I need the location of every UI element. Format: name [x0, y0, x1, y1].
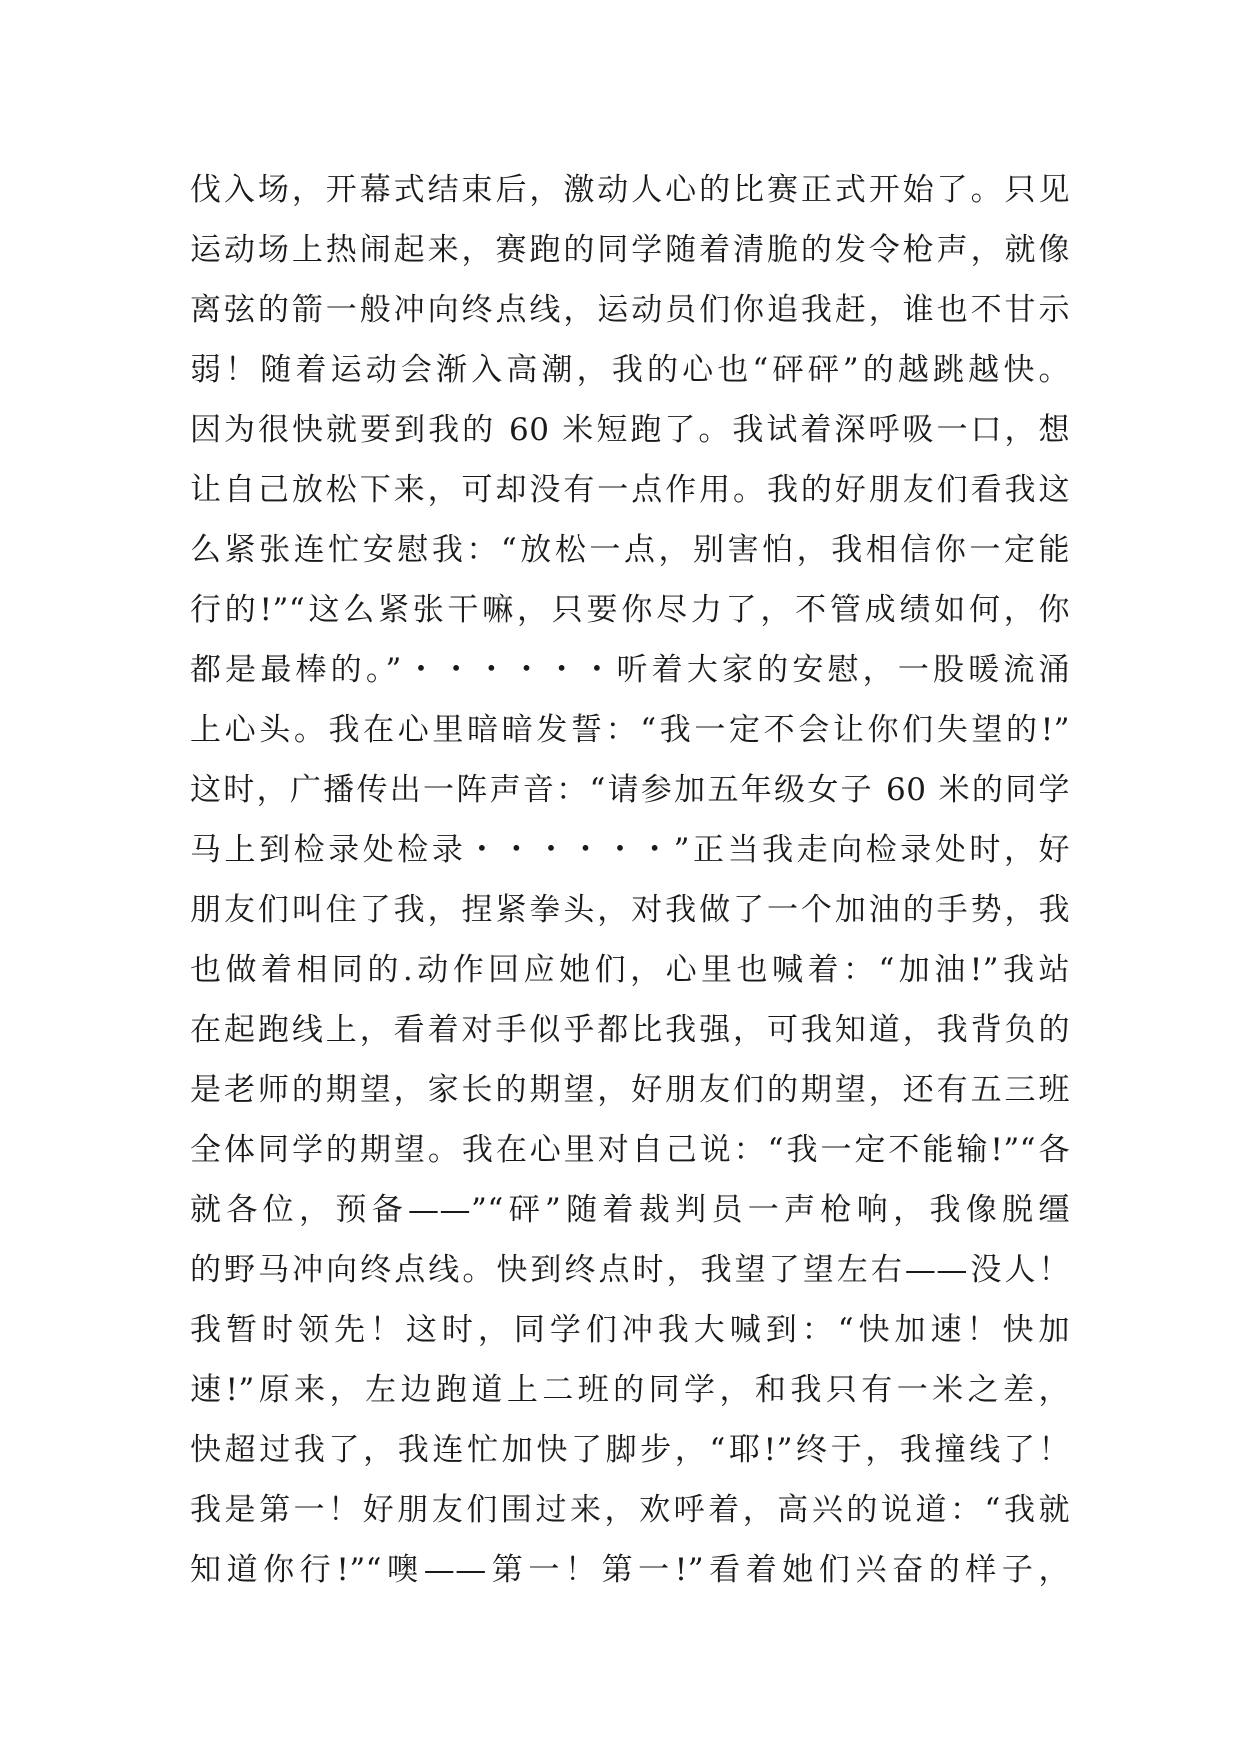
text-line: 运动场上热闹起来，赛跑的同学随着清脆的发令枪声，就像: [190, 232, 1070, 268]
text-line: 的野马冲向终点线。快到终点时，我望了望左右——没人！: [190, 1252, 1070, 1288]
text-line: 马上到检录处检录・・・・・・”正当我走向检录处时，好: [190, 832, 1070, 868]
text-line: 这时，广播传出一阵声音：“请参加五年级女子 60 米的同学: [190, 772, 1070, 808]
text-line: 上心头。我在心里暗暗发誓：“我一定不会让你们失望的!”: [190, 712, 1070, 748]
text-line: 是老师的期望，家长的期望，好朋友们的期望，还有五三班: [190, 1072, 1070, 1108]
text-line: 让自己放松下来，可却没有一点作用。我的好朋友们看我这: [190, 472, 1070, 508]
article-body: [190, 160, 1070, 1600]
text-line: 就各位，预备——”“砰”随着裁判员一声枪响，我像脱缰: [190, 1192, 1070, 1228]
text-line: 都是最棒的。”・・・・・・听着大家的安慰，一股暖流涌: [190, 652, 1070, 688]
text-line: 速!”原来，左边跑道上二班的同学，和我只有一米之差，: [190, 1372, 1070, 1408]
text-line: 离弦的箭一般冲向终点线，运动员们你追我赶，谁也不甘示: [190, 292, 1070, 328]
text-line: 全体同学的期望。我在心里对自己说：“我一定不能输!”“各: [190, 1132, 1070, 1168]
text-line: 伐入场，开幕式结束后，激动人心的比赛正式开始了。只见: [190, 172, 1070, 208]
text-line: 行的!”“这么紧张干嘛，只要你尽力了，不管成绩如何，你: [190, 592, 1070, 628]
text-line: 么紧张连忙安慰我：“放松一点，别害怕，我相信你一定能: [190, 532, 1070, 568]
text-line: 我暂时领先！这时，同学们冲我大喊到：“快加速！快加: [190, 1312, 1070, 1348]
text-line: 因为很快就要到我的 60 米短跑了。我试着深呼吸一口，想: [190, 412, 1070, 448]
text-line: 我是第一！好朋友们围过来，欢呼着，高兴的说道：“我就: [190, 1492, 1070, 1528]
text-line: 弱！随着运动会渐入高潮，我的心也“砰砰”的越跳越快。: [190, 352, 1070, 388]
text-line: 快超过我了，我连忙加快了脚步，“耶!”终于，我撞线了！: [190, 1432, 1070, 1468]
text-line: 朋友们叫住了我，捏紧拳头，对我做了一个加油的手势，我: [190, 892, 1070, 928]
text-line: 也做着相同的.动作回应她们，心里也喊着：“加油!”我站: [190, 952, 1070, 988]
text-line: 在起跑线上，看着对手似乎都比我强，可我知道，我背负的: [190, 1012, 1070, 1048]
text-line: 知道你行!”“噢——第一！第一!”看着她们兴奋的样子，: [190, 1552, 1070, 1588]
